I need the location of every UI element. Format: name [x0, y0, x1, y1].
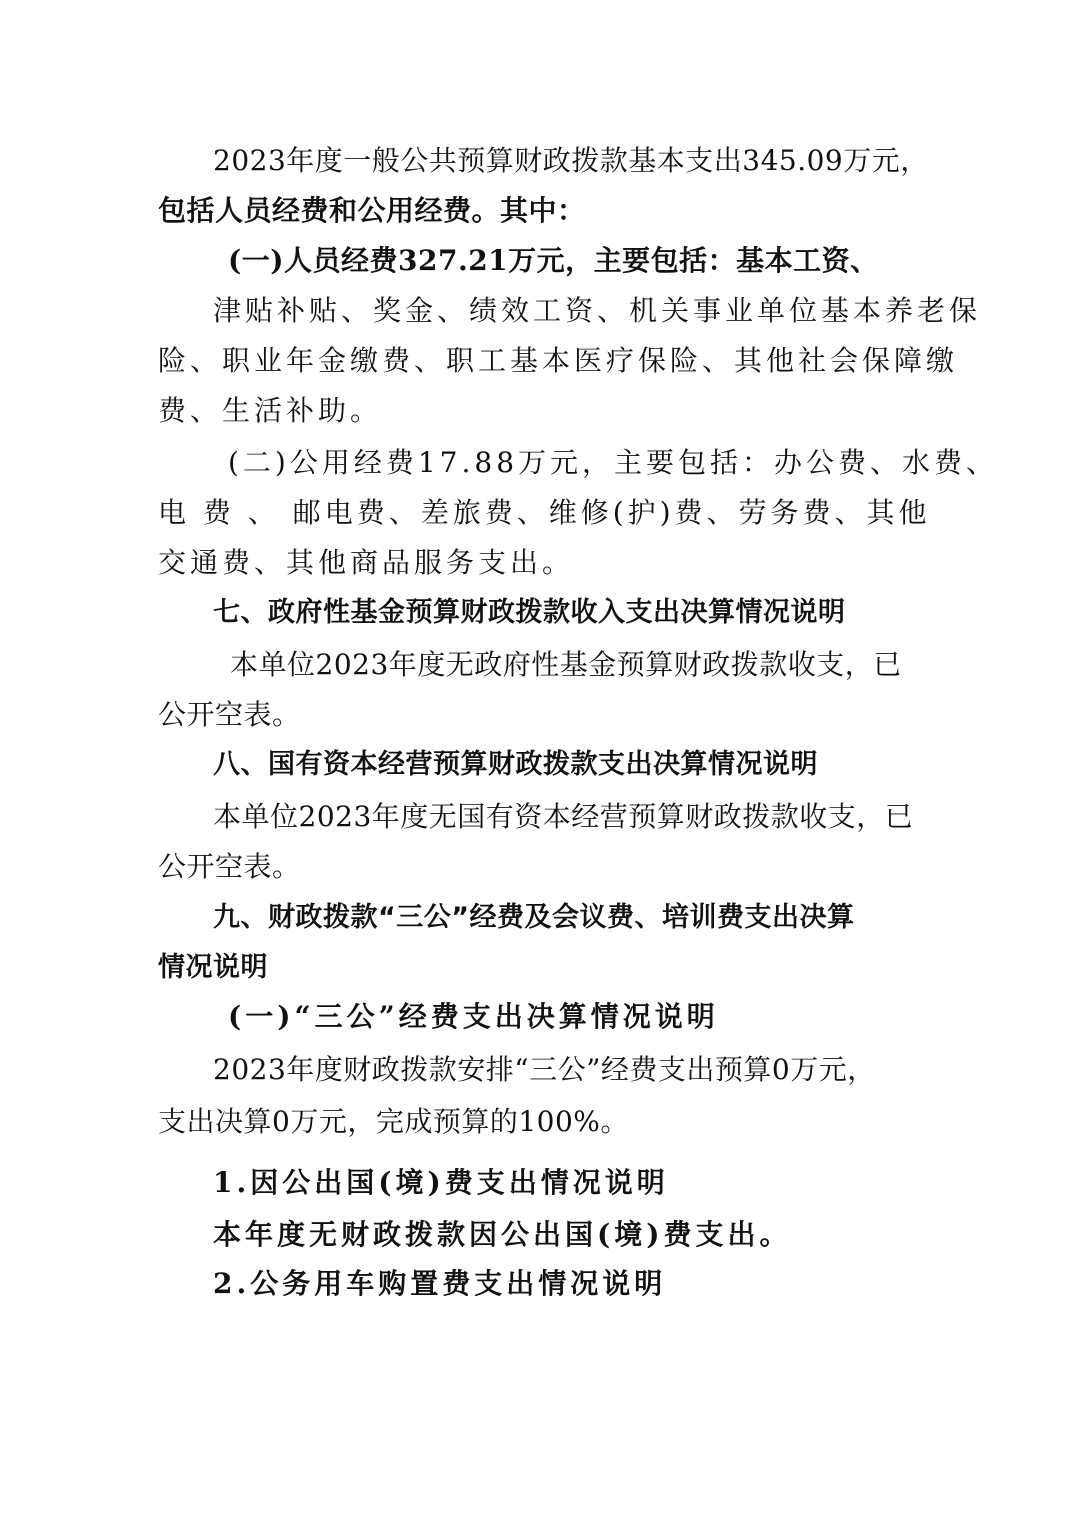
- personnel-expense-line2: 津贴补贴、奖金、绩效工资、机关事业单位基本养老保: [213, 294, 982, 327]
- overseas-travel-title: 1.因公出国(境)费支出情况说明: [213, 1166, 669, 1199]
- public-expense-line3: 交通费、其他商品服务支出。: [158, 546, 575, 579]
- section-7-line1: 本单位2023年度无政府性基金预算财政拨款收支，已: [230, 648, 902, 681]
- overseas-travel-text: 本年度无财政拨款因公出国(境)费支出。: [213, 1218, 792, 1251]
- personnel-expense-line4: 费、生活补助。: [158, 394, 383, 427]
- vehicle-purchase-title: 2.公务用车购置费支出情况说明: [213, 1267, 667, 1300]
- public-expense-heading: (二)公用经费17.88万元，主要包括：办公费、水费、: [228, 446, 999, 479]
- paragraph-basic-expenditure-line1: 2023年度一般公共预算财政拨款基本支出345.09万元，: [213, 144, 929, 177]
- personnel-expense-heading: (一)人员经费327.21万元，主要包括：基本工资、: [228, 244, 879, 277]
- section-9-heading-line1: 九、财政拨款“三公”经费及会议费、培训费支出决算: [213, 902, 855, 933]
- section-9-heading-line2: 情况说明: [158, 952, 268, 983]
- three-public-expenses-subheading: (一)“三公”经费支出决算情况说明: [228, 1000, 719, 1033]
- section-8-heading: 八、国有资本经营预算财政拨款支出决算情况说明: [213, 749, 818, 780]
- public-expense-line2: 电 费 、 邮电费、差旅费、维修(护)费、劳务费、其他: [158, 496, 931, 529]
- section-7-heading: 七、政府性基金预算财政拨款收入支出决算情况说明: [213, 597, 846, 628]
- personnel-expense-line3: 险、职业年金缴费、职工基本医疗保险、其他社会保障缴: [158, 344, 959, 377]
- section-8-line2: 公开空表。: [158, 850, 301, 883]
- three-public-expenses-line2: 支出决算0万元，完成预算的100%。: [158, 1105, 629, 1138]
- paragraph-basic-expenditure-line2: 包括人员经费和公用经费。其中：: [158, 194, 586, 227]
- section-8-line1: 本单位2023年度无国有资本经营预算财政拨款收支，已: [213, 800, 914, 833]
- three-public-expenses-line1: 2023年度财政拨款安排“三公”经费支出预算0万元，: [213, 1053, 876, 1086]
- section-7-line2: 公开空表。: [158, 698, 301, 731]
